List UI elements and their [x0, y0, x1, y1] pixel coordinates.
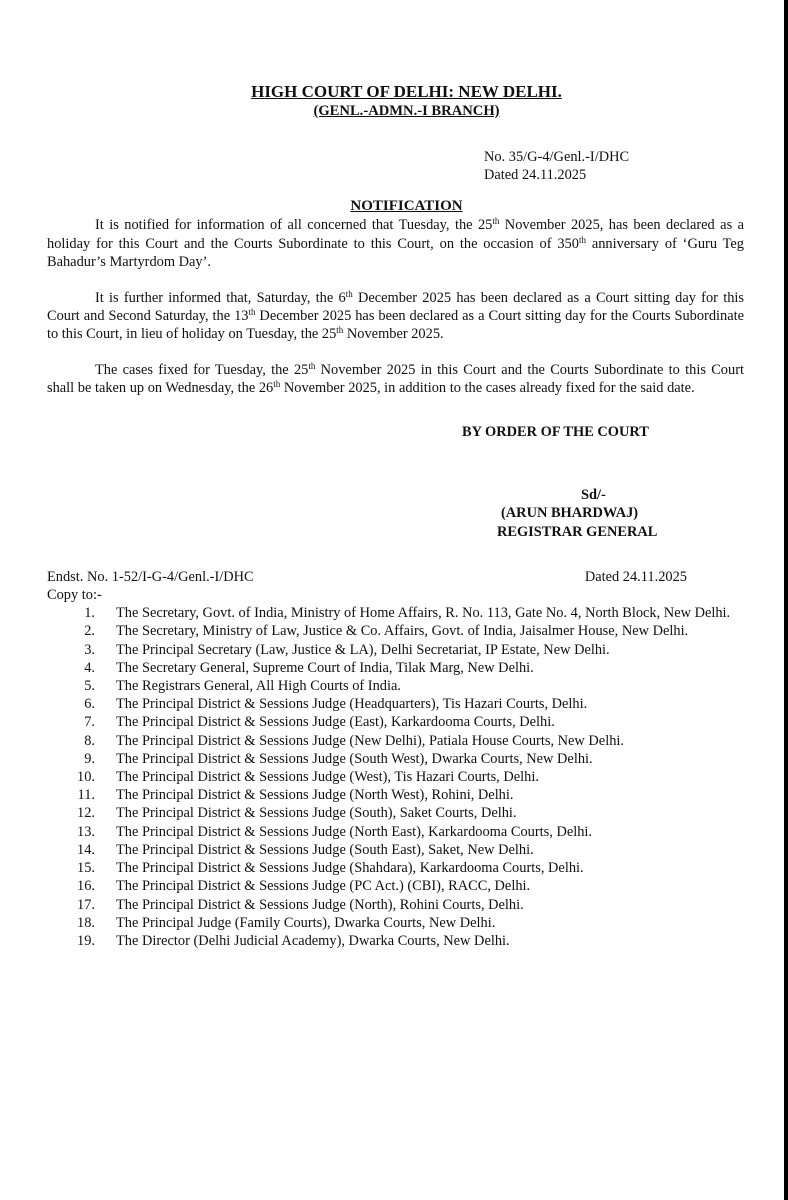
list-item: 3. The Principal Secretary (Law, Justice & LA), Delhi Secretariat, IP Estate, New Delhi. — [84, 641, 610, 658]
endorsement-row — [47, 568, 744, 586]
endorsement-number: Endst. No. 1-52/I-G-4/Genl.-I/DHC — [47, 568, 254, 585]
signature-block — [497, 486, 744, 541]
reference-block — [484, 148, 744, 184]
list-item: 18. The Principal Judge (Family Courts), Dwarka Courts, New Delhi. — [77, 914, 496, 931]
list-item: 12. The Principal District & Sessions Judge (South), Saket Courts, Delhi. — [77, 805, 517, 822]
notification-paragraph-1: It is notified for information of all concerned that Tuesday, the 25th November 2025, has been declared as a holiday for this Court and the Courts Subordinate to this Court, on the occasion of 350th anniversary of ‘Guru Teg Bahadur’s Martyrdom Day’. — [47, 216, 744, 270]
list-item: 16. The Principal District & Sessions Judge (PC Act.) (CBI), RACC, Delhi. — [77, 878, 531, 895]
by-order-line: BY ORDER OF THE COURT — [462, 424, 649, 441]
court-title: HIGH COURT OF DELHI: NEW DELHI. — [251, 82, 562, 101]
endorsement-date: Dated 24.11.2025 — [584, 568, 687, 585]
list-item: 1. The Secretary, Govt. of India, Ministry of Home Affairs, R. No. 113, Gate No. 4, North Block, New Delhi. — [84, 605, 731, 622]
list-item: 10. The Principal District & Sessions Judge (West), Tis Hazari Courts, Delhi. — [77, 769, 539, 786]
signatory-designation: REGISTRAR GENERAL — [497, 523, 658, 540]
list-item: 14. The Principal District & Sessions Judge (South East), Saket, New Delhi. — [77, 841, 534, 858]
list-item: 8. The Principal District & Sessions Judge (New Delhi), Patiala House Courts, New Delhi. — [84, 732, 624, 749]
list-item: 4. The Secretary General, Supreme Court of India, Tilak Marg, New Delhi. — [84, 659, 534, 676]
copy-to-label: Copy to:- — [47, 587, 102, 604]
list-item: 13. The Principal District & Sessions Judge (North East), Karkardooma Courts, Delhi. — [77, 823, 593, 840]
branch-name: (GENL.-ADMN.-I BRANCH) — [313, 103, 500, 119]
list-item: 9. The Principal District & Sessions Judge (South West), Dwarka Courts, New Delhi. — [84, 750, 593, 767]
list-item: 5. The Registrars General, All High Courts of India. — [84, 678, 401, 695]
letterhead — [47, 82, 744, 120]
recipient-list — [47, 604, 744, 950]
notification-heading: NOTIFICATION — [350, 198, 463, 215]
list-item: 11. The Principal District & Sessions Judge (North West), Rohini, Delhi. — [77, 787, 514, 804]
reference-number: No. 35/G-4/Genl.-I/DHC — [484, 149, 630, 165]
signatory-name: (ARUN BHARDWAJ) — [501, 505, 639, 522]
signature-mark: Sd/- — [581, 487, 606, 504]
list-item: 19. The Director (Delhi Judicial Academy), Dwarka Courts, New Delhi. — [77, 932, 510, 949]
notification-paragraph-3: The cases fixed for Tuesday, the 25th November 2025 in this Court and the Courts Subordinate to this Court shall be taken up on Wednesday, the 26th November 2025, in addition to the cases already fixed for the said date. — [47, 360, 744, 396]
notification-paragraph-2: It is further informed that, Saturday, the 6th December 2025 has been declared as a Court sitting day for this Court and Second Saturday, the 13th December 2025 has been declared as a Court sitting day for the Courts Subordinate to this Court, in lieu of holiday on Tuesday, the 25th November 2025. — [47, 289, 744, 343]
list-item: 17. The Principal District & Sessions Judge (North), Rohini Courts, Delhi. — [77, 896, 524, 913]
list-item: 2. The Secretary, Ministry of Law, Justice & Co. Affairs, Govt. of India, Jaisalmer House, New Delhi. — [84, 623, 689, 640]
list-item: 6. The Principal District & Sessions Judge (Headquarters), Tis Hazari Courts, Delhi. — [84, 696, 588, 713]
reference-date: Dated 24.11.2025 — [484, 167, 587, 184]
list-item: 7. The Principal District & Sessions Judge (East), Karkardooma Courts, Delhi. — [84, 714, 555, 731]
list-item: 15. The Principal District & Sessions Judge (Shahdara), Karkardooma Courts, Delhi. — [77, 860, 584, 877]
